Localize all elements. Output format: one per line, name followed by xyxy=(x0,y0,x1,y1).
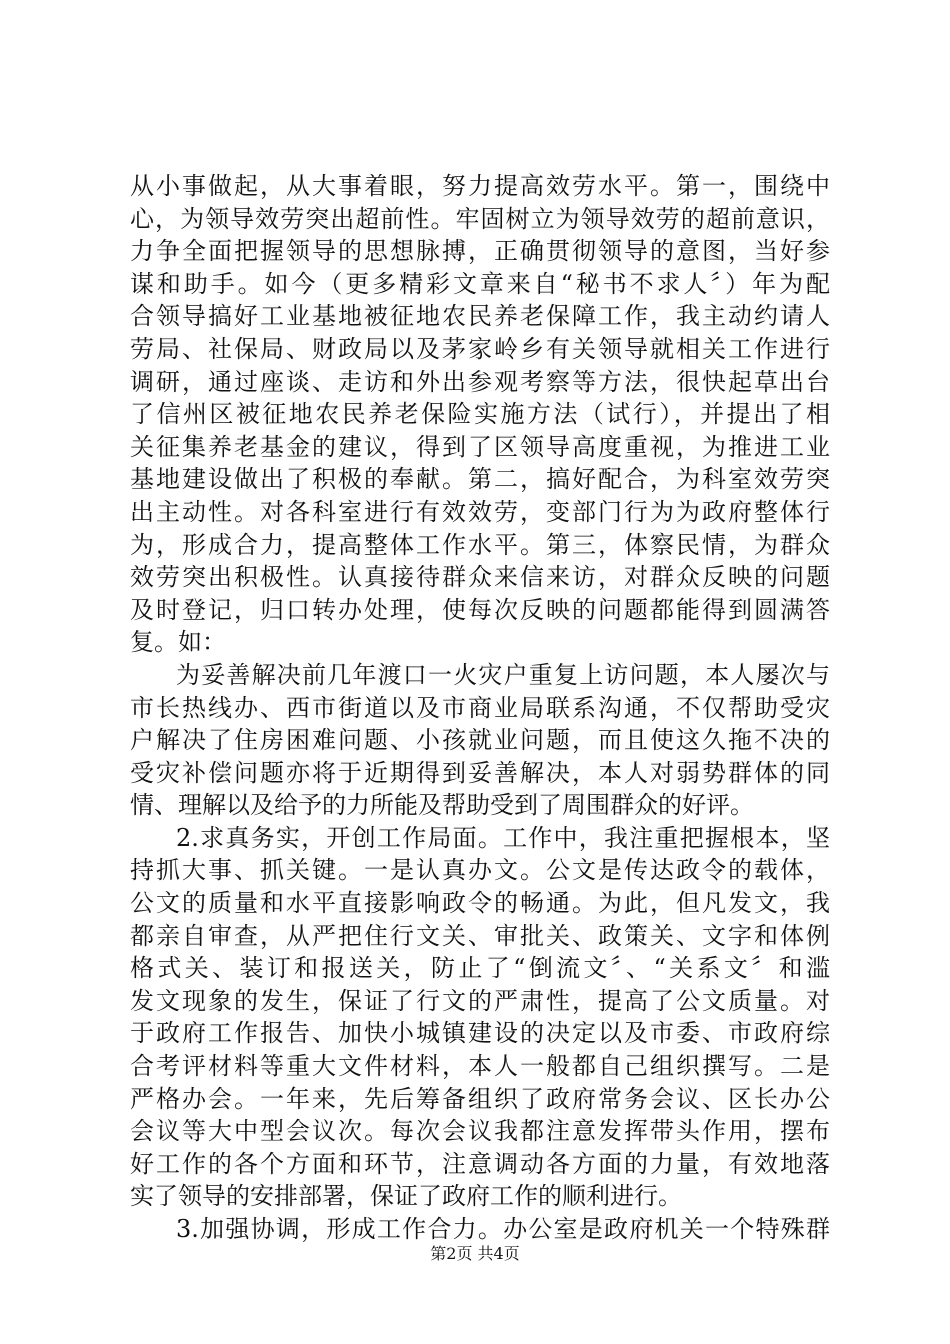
text-line: 持抓大事、抓关键。一是认真办文。公文是传达政令的载体， xyxy=(130,856,830,885)
text-line: 合考评材料等重大文件材料，本人一般都自己组织撰写。二是 xyxy=(130,1052,830,1081)
text-line: 关征集养老基金的建议，得到了区领导高度重视，为推进工业 xyxy=(130,432,830,461)
text-line: 劳局、社保局、财政局以及茅家岭乡有关领导就相关工作进行 xyxy=(130,334,830,363)
text-line: 于政府工作报告、加快小城镇建设的决定以及市委、市政府综 xyxy=(130,1019,830,1048)
text-line: 公文的质量和水平直接影响政令的畅通。为此，但凡发文，我 xyxy=(130,889,830,918)
text-line: 2.求真务实，开创工作局面。工作中，我注重把握根本，坚 xyxy=(176,823,830,852)
text-line: 从小事做起，从大事着眼，努力提高效劳水平。第一，围绕中 xyxy=(130,172,830,200)
text-line: 户解决了住房困难问题、小孩就业问题，而且使这久拖不决的 xyxy=(130,726,830,755)
text-line: 为，形成合力，提高整体工作水平。第三，体察民情，为群众 xyxy=(130,530,830,559)
page-footer: 第2页 共4页 xyxy=(430,1244,520,1263)
text-line: 了信州区被征地农民养老保险实施方法（试行），并提出了相 xyxy=(130,400,830,429)
text-line: 效劳突出积极性。认真接待群众来信来访，对群众反映的问题 xyxy=(130,563,830,592)
text-line: 都亲自审查，从严把住行文关、审批关、政策关、文字和体例 xyxy=(130,921,830,950)
text-line: 发文现象的发生，保证了行文的严肃性，提高了公文质量。对 xyxy=(130,986,830,1015)
text-line: 情、理解以及给予的力所能及帮助受到了周围群众的好评。 xyxy=(130,791,754,820)
text-line: 力争全面把握领导的思想脉搏，正确贯彻领导的意图，当好参 xyxy=(130,237,830,266)
text-line: 实了领导的安排部署，保证了政府工作的顺利进行。 xyxy=(130,1182,682,1211)
text-line: 谋和助手。如今（更多精彩文章来自“秘书不求人〞）年为配 xyxy=(130,269,830,298)
text-line: 为妥善解决前几年渡口一火灾户重复上访问题，本人屡次与 xyxy=(176,660,830,689)
text-line: 及时登记，归口转办处理，使每次反映的问题都能得到圆满答 xyxy=(130,595,830,624)
text-line: 合领导搞好工业基地被征地农民养老保障工作，我主动约请人 xyxy=(130,302,830,331)
text-line: 好工作的各个方面和环节，注意调动各方面的力量，有效地落 xyxy=(130,1149,830,1178)
text-line: 受灾补偿问题亦将于近期得到妥善解决，本人对弱势群体的同 xyxy=(130,758,830,787)
text-line: 3.加强协调，形成工作合力。办公室是政府机关一个特殊群 xyxy=(176,1215,830,1243)
text-line: 出主动性。对各科室进行有效效劳，变部门行为为政府整体行 xyxy=(130,497,830,526)
text-line: 复。如： xyxy=(130,628,226,657)
body-text xyxy=(130,170,830,1246)
text-line: 基地建设做出了积极的奉献。第二，搞好配合，为科室效劳突 xyxy=(130,465,830,494)
text-line: 格式关、装订和报送关，防止了“倒流文〞、“关系文〞和滥 xyxy=(130,954,830,983)
text-line: 调研，通过座谈、走访和外出参观考察等方法，很快起草出台 xyxy=(130,367,830,396)
text-line: 心，为领导效劳突出超前性。牢固树立为领导效劳的超前意识， xyxy=(130,204,830,233)
text-line: 会议等大中型会议次。每次会议我都注意发挥带头作用，摆布 xyxy=(130,1117,830,1146)
text-line: 严格办会。一年来，先后筹备组织了政府常务会议、区长办公 xyxy=(130,1084,830,1113)
text-line: 市长热线办、西市街道以及市商业局联系沟通，不仅帮助受灾 xyxy=(130,693,830,722)
